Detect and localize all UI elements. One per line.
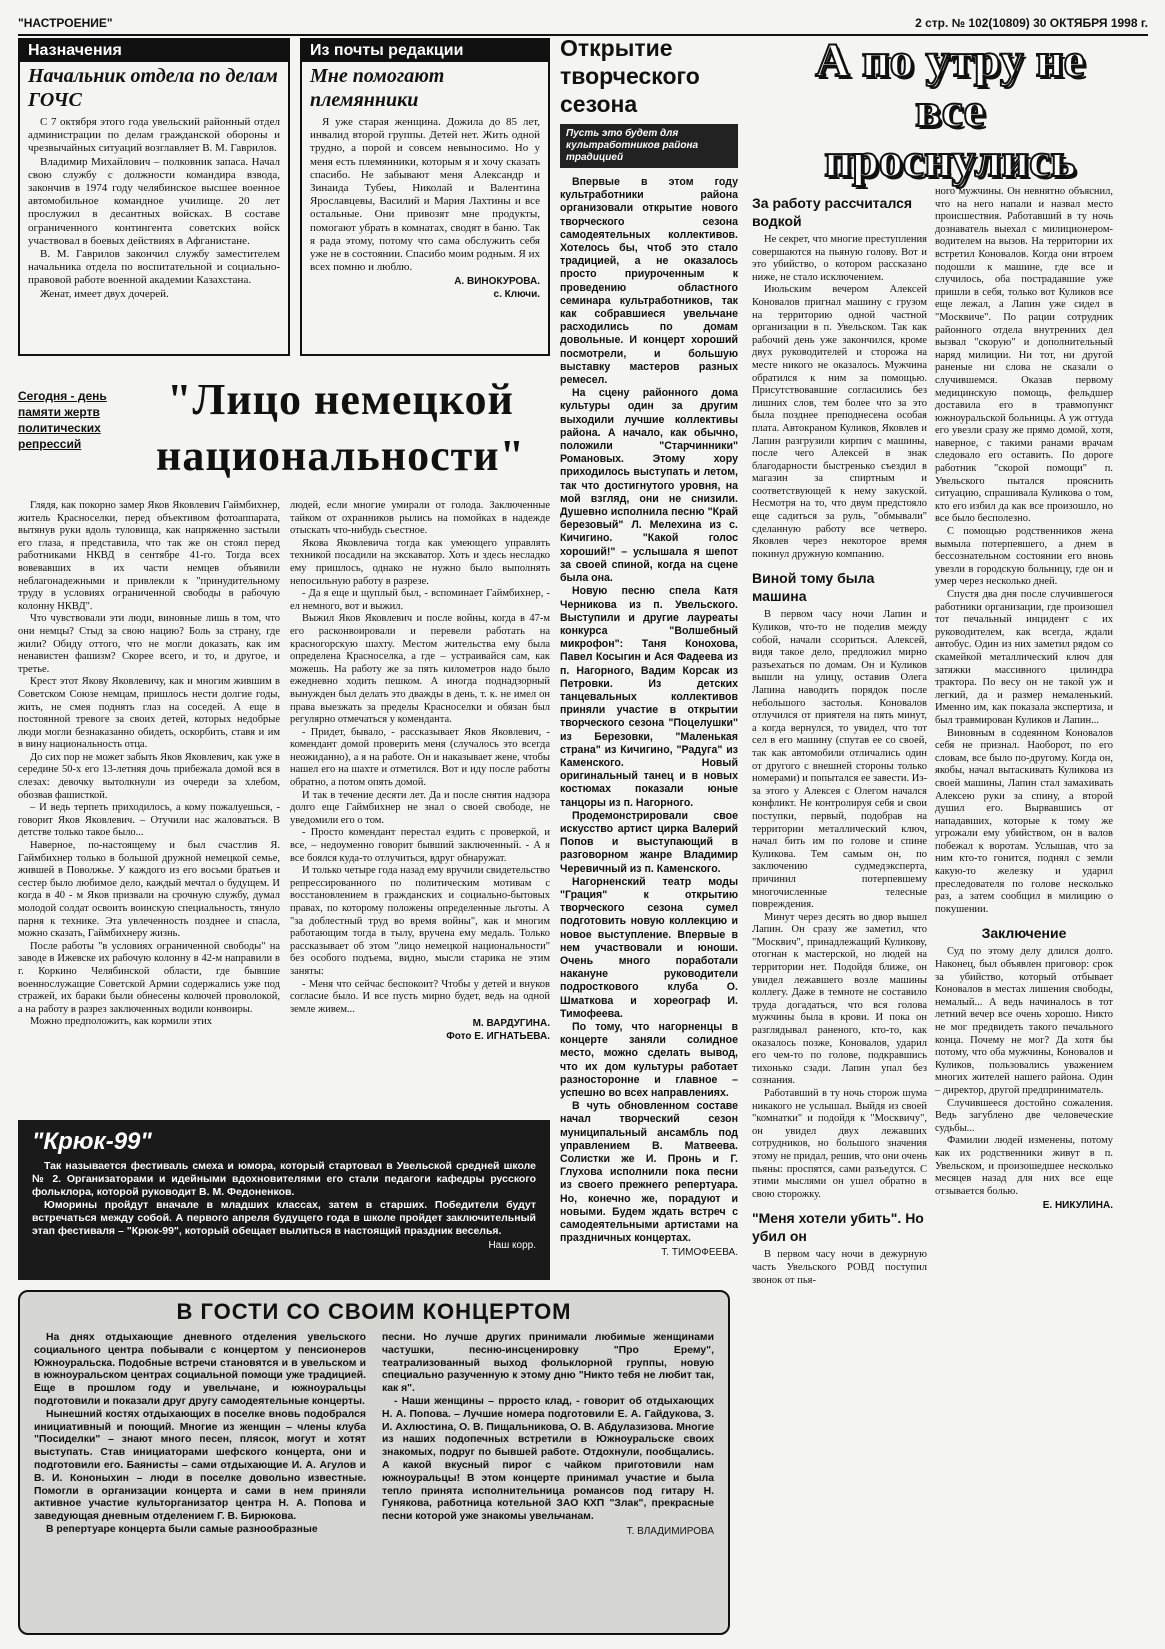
memory-paragraph: Наверное, по-настоящему и был счастлив Я. Гаймбихнер только в большой дружной немецкой семье, жившей в Поволжье. У каждого из его восьми братьев и сестер было любимое дело, каждый мечтал о будущем. И когда в 40 - м Яков призвали на срочную службу, думал молодой солдат освоить воинскую специальность, тянуло парня к технике. Эта увлеченность позднее и спасла, можно сказать, Гаймбихнеру жизнь. xyxy=(18,840,280,940)
kryuk-article xyxy=(18,1120,550,1280)
memory-paragraph: И так в течение десяти лет. Да и после снятия надзора долго еще Гаймбихнер не знал о своей свободе, не уведомили его о том. xyxy=(290,789,550,826)
morning-paragraph: ного мужчины. Он невнятно объяснил, что на него напали и назвал место происшествия. Работавший в ту ночь дознаватель выехал с милиционером-водителем на вызов. На территории их встретил Коновалов. Когда они втроем подошли к машине, где все и случилось, оба пострадавшие уже пришли в себя, только вот Куликов все еще лежал, а Лапин уже сидел в "Москвиче". По рации сотрудник районного отдела внутренних дел вызвал "скорую" и дополнительный наряд милиции. Ни тот, ни другой раненые ни слова не сказали о случившемся. Оказав первому медицинскую помощь, фельдшер доставила его в травмопункт южноуральской больницы. А уж оттуда его увезли сразу же прямо домой, хотя, наверное, с такими ранами врачам следовало его оставить. По дороге работник "скорой помощи" п. Увельского пытался прояснить ситуацию, спрашивала Куликова о том, кто его избил да как все произошло, но все было бесполезно. xyxy=(935,186,1113,525)
season-paragraph: Впервые в этом году культработники района организовали открытие нового творческого сезона самодеятельных коллективов. Хотелось бы, чтоб это стало традицией, а не оказалось просто приуроченным к проведению областного семинара культработников, так как собравшиеся увельчане расходились по домам довольные. И концерт хороший посмотрели, и большую выставку мастеров разных ремесел. xyxy=(560,176,738,387)
memory-paragraph: - Придет, бывало, - рассказывает Яков Яковлевич, - комендант домой проверить меня (случалось это всегда неожиданно), а я на работе. Он и наказывает жене, чтобы нашел его на шахте и отметился. Вот и иду после работы обратно, а потом опять домой. xyxy=(290,726,550,789)
memory-signature: М. ВАРДУГИНА. xyxy=(472,1018,550,1030)
concert-column-2 xyxy=(382,1332,714,1539)
memory-paragraph: Что чувствовали эти люди, виновные лишь в том, что они немцы? Стыд за свою нацию? Боль за страну, где жили? Обиду оттого, что не могли доказать, как им ненавистен фашизм? Скорее всего, и то, и другое, и третье. xyxy=(18,613,280,675)
mail-article xyxy=(300,38,550,356)
morning-paragraph: Суд по этому делу длился долго. Наконец, был объявлен приговор: срок за убийство, который отбывает Коновалов в местах лишения свободы, немалый... А ведь начиналось в тот летний вечер все очень хорошо. Никто не мог предвидеть такого печального конца. Почему не мог? Да хотя бы потому, что оба мужчины, Коновалов и Куликов, пользовались уважением многих жителей нашего района. Один – директор, другой предприниматель. xyxy=(935,946,1113,1096)
concert-paragraph: В репертуаре концерта были самые разнообразные xyxy=(46,1523,318,1535)
memory-paragraph: Можно предположить, как кормили этих xyxy=(30,1016,212,1028)
concert-article xyxy=(18,1290,730,1635)
memory-paragraph: - Меня что сейчас беспокоит? Чтобы у детей и внуков согласие было. И все пусть мирно будет, ведь на одной земле живем... xyxy=(290,978,550,1015)
season-paragraph: Продемонстрировали свое искусство артист цирка Валерий Попов и выступающий в разговорном жанре Владимир Черевичный из п. Каменского. xyxy=(560,809,738,875)
concert-paragraph: - Наши женщины – прросто клад, - говорит об отдыхающих Н. А. Попова. – Лучшие номера подготовили Е. А. Гайдукова, З. И. Ахлюстина, О. В. Пищальникова, О. В. Абдулазизова. Многие из наших подопечных встретили в Южноуральске своих знакомых, подруг по бывшей работе. Отдохнули, пообщались. А какой вкусный пирог с чайком приготовили нам южноуральцы! В этом концерте принимал участие и была тепло принята исполнительница романсов под гитару Н. Гунякова, работница котельной ЗАО КХП "Злак", прекрасные песни которой уже знакомы увельчанам. xyxy=(382,1395,714,1523)
memory-paragraph: И только четыре года назад ему вручили свидетельство репрессированного по политическим мотивам с восстановлением в гражданских и социально-бытовых правах, по которому положены определенные льготы. А "за доблестный труд во время войны", как и многим работающим тогда в тылу, вручена ему медаль. Только рассказывает об этом "лицо немецкой национальности" без особого подъема, видно, мысли старика не этим заняты: xyxy=(290,865,550,977)
morning-paragraph: В первом часу ночи Лапин и Куликов, что-то не поделив между собой, начали ссориться. Алексей, видя такое дело, предложил мирно разъехаться по домам. Он и Куликов вышли на улицу, оставив Олега Лапина наводить порядок после небольшого застолья. Коновалов отлучился от приятеля на пять минут, а когда вернулся, то увидел, что тот сел в его машину (спутав ее со своей, так как автомобили отличались один от другого с внешней стороны только номерами) и попытался ее завести. Из-за этого у Алексея с Олегом начался конфликт. Не контролируя себя и свои поступки, первый, подобрав на территории металлический ключ, начал бить им по голове и спине Куликова. Тем самым он, по заключению судмедэксперта, причинил потерпевшему многочисленные телесные повреждения. xyxy=(752,609,927,911)
season-paragraph: На сцену районного дома культуры один за другим выходили лучшие коллективы района. А начало, как обычно, положили "Старчинники" Романовых. Этому хору приходилось выступать и летом, так что достигнутого уровня, на мой взгляд, они не снизили. Душевно исполнила песню "Край березовый" Л. Мелехина из с. Кичигино. "Какой голос хороший!" – услышала я шепот за своей спиной, когда на сцене была она. xyxy=(560,387,738,585)
memory-column-1 xyxy=(18,500,280,1115)
morning-paragraph: В первом часу ночи в дежурную часть Увельского РОВД поступил звонок от пья- xyxy=(752,1249,927,1286)
season-paragraph: Нагорненский театр моды "Грация" к открытию творческого сезона сумел подготовить новую коллекцию и новое выступление. Впервые в нем участвовали и юноши. Очень много поработали накануне руководители подросткового клуба О. Шматкова и хореограф И. Тимофеева. xyxy=(560,875,738,1020)
morning-paragraph: Фамилии людей изменены, потому как их родственники живут в п. Увельском, и произошедшее несколько месяцев назад для них все еще отзывается болью. xyxy=(935,1135,1113,1197)
concert-title: В ГОСТИ СО СВОИМ КОНЦЕРТОМ xyxy=(176,1299,572,1324)
mail-signature: А. ВИНОКУРОВА. xyxy=(454,276,540,288)
kryuk-paragraph: Так называется фестиваль смеха и юмора, который стартовал в Увельской средней школе № 2. Организаторами и идейными вдохновителями его стали педагоги кафедры русского фольклора, которой руководит В. М. Федоненков. xyxy=(32,1160,536,1198)
morning-subhead: Виной тому была машина xyxy=(752,570,875,605)
concert-signature: Т. ВЛАДИМИРОВА xyxy=(626,1525,714,1537)
morning-signature: Е. НИКУЛИНА. xyxy=(1042,1200,1113,1212)
memory-paragraph: Глядя, как покорно замер Яков Яковлевич Гаймбихнер, житель Красноселки, перед объективом фотоаппарата, вытянув руки вдоль туловища, как напряженно застыли его глаза, я представила, что так же он стоял перед работниками НКВД в сентябре 41-го. Тогда всех вовевавших в их части немцев объявили неблагонадежными и привлекли к "принудительному труду в условиях ограниченной свободы в рабочую колонну НКВД". xyxy=(18,500,280,612)
season-paragraph: По тому, что нагорненцы в концерте заняли солидное место, можно сделать вывод, что их дом культуры работает разносторонне и главное – успешно во всех направлениях. xyxy=(560,1021,738,1100)
concert-paragraph: На днях отдыхающие дневного отделения увельского социального центра побывали с концертом у пенсионеров Южноуральска. Подобные встречи становятся и в увельском и в южноуральском центрах социальной помощи уже традицией. Еще в прошлом году и увельчане, и южноуральцы подготовили и показали друг другу самодеятельные концерты. xyxy=(34,1332,366,1407)
mail-rubric: Из почты редакции xyxy=(302,40,548,62)
appointments-paragraph: С 7 октября этого года увельский районный отдел администрации по делам гражданской обороны и чрезвычайных ситуаций возглавляет В. М. Гаврилов. xyxy=(28,116,280,155)
memory-paragraph: людей, если многие умирали от голода. Заключенные тайком от охранников рылись на помойках в надежде отыскать что-нибудь съестное. xyxy=(290,500,550,537)
memory-photo-credit: Фото Е. ИГНАТЬЕВА. xyxy=(446,1031,550,1043)
season-title: Открытие творческого сезона xyxy=(560,35,700,117)
morning-subhead: "Меня хотели убить". Но убил он xyxy=(752,1210,924,1245)
memory-paragraph: - Да я еще и щуплый был, - вспоминает Гаймбихнер, - ел немного, вот и выжил. xyxy=(290,588,550,612)
morning-column-2 xyxy=(935,186,1113,1641)
mail-paragraph: Я уже старая женщина. Дожила до 85 лет, инвалид второй группы. Детей нет. Жить одной трудно, а порой и совсем невыносимо. Но у меня есть племянники, которым я и хочу сказать спасибо. Не забывают меня Александр и Зинаида Тубеы, Николай и Валентина Ярославцевы, Василий и Мария Лахтины и все остальные. Они привозят мне продукты, помогают убрать в комнатах, сводят в баню. Так я рада этому, потому что сама обслужить себя уже не в состоянии. Спасибо моим родным. Я их всех помню и люблю. xyxy=(310,116,540,274)
mail-place: с. Ключи. xyxy=(493,289,540,301)
memory-title: "Лицо немецкой национальности" xyxy=(155,375,526,480)
morning-paragraph: Минут через десять во двор вышел Лапин. Он сразу же заметил, что "Москвич", принадлежащий Куликову, отогнан к мастерской, но людей на территории нет. Подойдя ближе, он увидел лежавшего возле машины коллегу. Даже в темноте не составило труда догадаться, что вся голова мужчины была в крови. И пока он разглядывал раненого, кто-то, как оказалось позже, Коновалов, ударил его чем-то по голове, подкравшись тихонько сзади. Лапин упал без сознания. xyxy=(752,911,927,1087)
kryuk-title: "Крюк-99" xyxy=(32,1128,152,1155)
morning-paragraph: Июльским вечером Алексей Коновалов пригнал машину с грузом на территорию одной частной организации в п. Увельском. Так как рабочий день уже закончился, кроме двух руководителей и сторожа на месте никого не оказалось. Мужчина обратился к ним за помощью. Присутствовавшие согласились без лишних слов, тем более что за это была позднее преподнесена особая плата. Автокраном Куликов, Яковлев и Лапин разгрузили кирпич с машины, после чего Алексей в знак благодарности быстренько съездил в магазин за спиртным и соответствующей к нему закуской. Несмотря на то, что двум предстояло еще садиться за руль, "обмывали" сделанную работу все четверо. Яковлев через некоторое время покинул дружную компанию. xyxy=(752,284,927,560)
season-lead: Пусть это будет для культработников района традицией xyxy=(560,124,738,168)
appointments-article xyxy=(18,38,290,356)
mail-body xyxy=(302,116,548,300)
memory-column-2 xyxy=(290,500,550,1115)
morning-paragraph: Работавший в ту ночь сторож шума никакого не услышал. Выйдя из своей "комнатки" и подойдя к "Москвичу", он увидел двух лежавших сотрудников, но большого значения этому не придал, решив, что они очень пьяны: проспятся, сами разъедутся. С этими мыслями он ушел обратно в свою сторожку. xyxy=(752,1088,927,1200)
morning-subhead: Заключение xyxy=(981,925,1067,942)
kryuk-signature: Наш корр. xyxy=(488,1240,536,1251)
appointments-paragraph: Владимир Михайлович – полковник запаса. Начал свою службу с должности командира взвода, закончив в 1974 году челябинское высшее военное автомобильное командное училище. 20 лет прослужил в десантных войсках. В составе ограниченного контингента советских войск участвовал в боевых действиях в Афганистане. xyxy=(28,155,280,247)
kryuk-paragraph: Юморины пройдут вначале в младших классах, затем в старших. Победители будут встречаться между собой. А первого апреля будущего года в школе пройдет заключительный этап фестиваля – "Крюк-99", который обещает вылиться в настоящий праздник веселья. xyxy=(32,1199,536,1237)
page-header xyxy=(18,14,1148,36)
season-signature: Т. ТИМОФЕЕВА. xyxy=(661,1247,738,1259)
appointments-paragraph: В. М. Гаврилов закончил службу заместителем начальника отдела по воспитательной и социально-правовой работе военной академии Казахстана. xyxy=(28,248,280,287)
concert-paragraph: песни. Но лучше других принимали любимые женщинами частушки, песню-инсценировку "Про Ерему", театрализованный выход фольклорной группы, новую специально разученную к этому дню "Никто тебя не любит так, как я". xyxy=(382,1332,714,1395)
season-body xyxy=(560,176,738,1258)
morning-column-1 xyxy=(752,186,927,1636)
morning-paragraph: Спустя два дня после случившегося работники организации, где произошел тот печальный инцидент с их руководителем, как всегда, ждали автобус. Один из них заметил рядом со скамейкой металлический ключ для затяжки массивного цилиндра трактора. По весу он не такой уж и легкий, да и размер немаленький. Именно им, как показала экспертиза, и был травмирован Куликов и Лапин... xyxy=(935,589,1113,726)
morning-paragraph: С помощью родственников жена вымыла потерпевшего, а днем в бессознательном состоянии его вновь увезли в городскую больницу, где он и умер через несколько дней. xyxy=(935,526,1113,588)
morning-paragraph: Виновным в содеянном Коновалов себя не признал. Наоборот, по его словам, все было по-другому. Когда он, якобы, начал вытаскивать Куликова из своей машины, Лапин стал замахивать Алексею руки за спину, а второй душил его. Вырвавшись от нападавших, которые к тому же угрожали ему убийством, он в валов побежал к воротам. Услышав, что за ним кто-то гонится, поднял с земли какую-то железку и ударил преследователя по голове несколько раз, а затем сообщил в милицию о покушении. xyxy=(935,727,1113,915)
concert-paragraph: Нынешний костях отдыхающих в поселке вновь подобрался инициативный и поющий. Многие из женщин – члены клуба "Посиделки" – знают много песен, плясок, могут и хотят выступать. Став инициаторами шефского концерта, они и подготовили его. Баянисты – сами отдыхающие И. А. Агулов и В. И. Кононыхин – люди в поселке довольно известные. Помогли в организации концерта и сами в нем приняли активное участие культорганизатор центра Н. А. Попова и заведующая дневным отделением Г. В. Бирюкова. xyxy=(34,1408,366,1523)
newspaper-name: "НАСТРОЕНИЕ" xyxy=(18,16,113,30)
issue-info: 2 стр. № 102(10809) 30 ОКТЯБРЯ 1998 г. xyxy=(915,16,1148,30)
season-paragraph: В чуть обновленном составе начал творческий сезон муниципальный ансамбль под управлением В. Матвеева. Солистки же И. Пронь и Г. Глухова исполнили пока песни из своего прежнего репертуара. Но, конечно же, порадуют и новыми. Будем ждать встреч с самодеятельными артистами на праздничных концертах. xyxy=(560,1100,738,1245)
memory-paragraph: – И ведь терпеть приходилось, а кому пожалуешься, - говорит Яков Яковлевич. – Отучили нас жаловаться. В детстве только такое было... xyxy=(18,802,280,839)
memory-paragraph: Крест этот Якову Яковлевичу, как и многим жившим в Советском Союзе немцам, пришлось нести долгие годы, жить, не смея поднять глаз на соседей. А еще в постоянной тревоге за своих детей, которых недобрые люди могли безнаказанно обидеть, оскорбить, ставя и им в вину национальность отца. xyxy=(18,676,280,751)
morning-paragraph: Случившееся достойно сожаления. Ведь загублено две человеческие судьбы... xyxy=(935,1097,1113,1134)
memory-paragraph: Выжил Яков Яковлевич и после войны, когда в 47-м его расконвоировали и перевели работать на красногорскую шахту. Местом жительства ему была определена Красноселка, а где – устраивайся сам, как можешь. На работу же за пять километров надо было ежедневно ходить пешком. А иногда поднадзорный вынужден был делать это дважды в день, т. к. не имел он права выезжать за пределы Красноселки и обязан был регулярно отмечаться у коменданта. xyxy=(290,613,550,726)
memory-paragraph: Якова Яковлевича тогда как умеющего управлять техникой посадили на экскаватор. Хоть и здесь несладко ему пришлось, однако не нужно было выполнять непосильную работу в разрезе. xyxy=(290,537,550,587)
morning-paragraph: Не секрет, что многие преступления совершаются на пьяную голову. Вот и это убийство, о котором рассказано ниже, не стало исключением. xyxy=(752,234,927,283)
season-article xyxy=(560,34,738,1284)
morning-title: А по утру не все проснулись xyxy=(815,34,1085,187)
appointments-rubric: Назначения xyxy=(20,40,288,62)
concert-columns xyxy=(34,1332,714,1539)
appointments-paragraph: Женат, имеет двух дочерей. xyxy=(40,287,169,300)
memory-paragraph: До сих пор не может забыть Яков Яковлевич, как уже в середине 50-х его 13-летняя дочь прибежала домой вся в слезах: девочку вытолкнули из очереди за хлебом, обозвав фашисткой. xyxy=(18,751,280,801)
memory-paragraph: После работы "в условиях ограниченной свободы" на заводе в Ижевске их рабочую колонну в 42-м направили в г. Коркино Челябинской области, где бывшие военнослужащие Советской Армии содержались уже под стражей, их бараки были обнесены колючей проволокой, а на работу в разрез заключенных водили конвоиры. xyxy=(18,940,280,1015)
memory-paragraph: - Просто комендант перестал ездить с проверкой, и все, – недоуменно говорит бывший заключенный. - А я все боялся куда-то отлучиться, вдруг обнаружат. xyxy=(290,827,550,864)
season-paragraph: Новую песню спела Катя Черникова из п. Увельского. Выступили и другие лауреаты конкурса "Волшебный микрофон": Таня Конохова, Павел Косыгин и Ася Фадеева из п. Нагорного, Вадим Корсак из Петровки. Из детских танцевальных коллективов приняли участие в открытии творческого сезона "Поцелушки" из Березовки, "Маленькая страна" из Кичигино, "Радуга" из Каменского. Новый оригинальный танец и в новых костюмах показали юные танцоры из п. Нагорного. xyxy=(560,585,738,809)
concert-column-1 xyxy=(34,1332,366,1539)
morning-subhead: За работу рассчитался водкой xyxy=(752,195,913,229)
appointments-body xyxy=(20,116,288,301)
memory-kicker: Сегодня - день памяти жертв политических репрессий xyxy=(18,389,107,451)
appointments-title: Начальник отдела по делам ГОЧС xyxy=(28,65,278,111)
mail-title: Мне помогают племянники xyxy=(310,65,445,111)
